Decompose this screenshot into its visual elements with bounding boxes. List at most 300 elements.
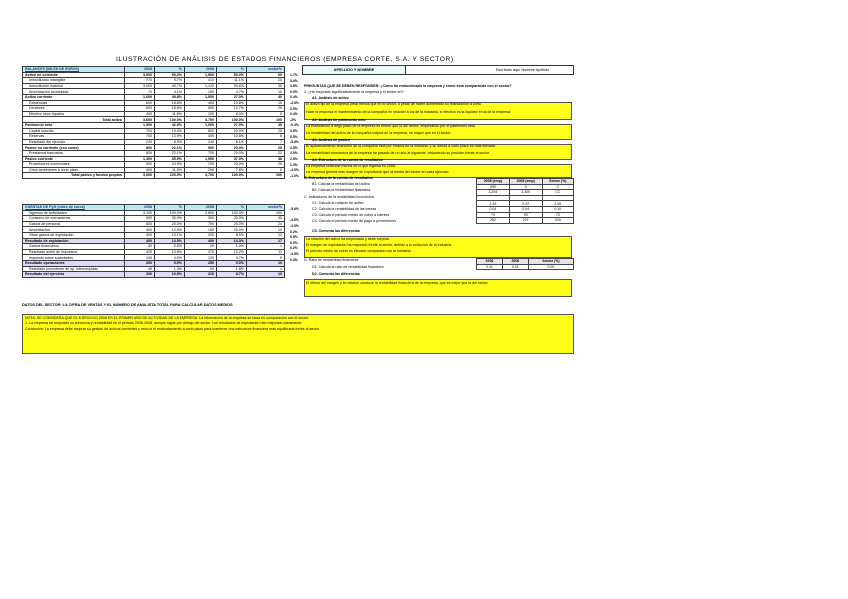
ratios-cell: 0.10 (542, 206, 573, 212)
ratios-header-row (477, 179, 574, 185)
pyg-percent: 4.0% (155, 255, 185, 261)
pyg-row-label: Gastos financieros (23, 244, 125, 250)
balance-percent: 4.7% (217, 89, 247, 95)
balance-percent: 11.6% (155, 111, 185, 117)
pyg-value: 120 (185, 255, 217, 261)
variation-value: 0.3% (290, 257, 298, 262)
pyg-sector-percent: 100 (247, 210, 285, 216)
pyg-percent: 30.0% (155, 216, 185, 222)
balance-sector-percent: 25 (247, 145, 285, 151)
balance-percent: 9.7% (155, 78, 185, 84)
variation-value: -5.8% (290, 140, 299, 145)
pyg-value: 450 (125, 238, 155, 244)
balance-sector-percent: 15 (247, 100, 285, 106)
answer-a4: La empresa consume menos de lo que ingresa en 2008. (306, 164, 396, 168)
balance-value: 1,120 (185, 83, 217, 89)
pyg-percent: 14.3% (217, 238, 247, 244)
balance-value: 1,000 (185, 122, 217, 128)
balance-row-label: Efectivo otros líquidos (23, 111, 125, 117)
pyg-percent: 8.7% (217, 272, 247, 278)
pyg-value: 300 (125, 232, 155, 238)
pyg-row-label: Ingresos de actividades (23, 210, 125, 216)
question-d2: D2. Comenta las diferencias (312, 272, 360, 276)
conclusion-line-2: 1. La empresa ha mejorado su solvencia y rentabilidad en el periodo 2008-2008, aunque sigue por debajo del sector. Los resultados de explotación han mejorado claramente. (25, 321, 303, 326)
variation-value: 0.5% (290, 235, 298, 240)
pyg-row-label: Resultado del ejercicio (23, 272, 125, 278)
balance-row-label: Inmovilizado intangible (23, 78, 125, 84)
pyg-percent: 100.0% (217, 210, 247, 216)
pyg-percent: 1.8% (217, 266, 247, 272)
pyg-value: 300 (185, 216, 217, 222)
answer-c: La rotación del activo ha empeorado y debe mejorar. (306, 237, 390, 241)
balance-value: 100 (185, 111, 217, 117)
balance-value: 3,900 (125, 72, 155, 78)
balance-value: 400 (125, 111, 155, 117)
pyg-percent: 9.0% (155, 260, 185, 266)
pyg-percent: 8.0% (217, 232, 247, 238)
balance-percent: 42.0% (155, 122, 185, 128)
variation-value: 3.5% (290, 128, 298, 133)
balance-value: 400 (125, 167, 155, 173)
ratios-header-cell: 2008 (emp) (509, 179, 542, 185)
balance-value: 230 (125, 139, 155, 145)
financial-ratio-header-cell: Sector (%) (528, 259, 573, 265)
balance-value: 3,700 (185, 117, 217, 123)
question-c1: C1. Calcula la rotación de activo (312, 201, 364, 205)
pyg-value: 400 (185, 238, 217, 244)
pyg-value: 20 (185, 244, 217, 250)
variation-value: 3.4% (290, 78, 298, 83)
balance-percent: 50.2% (155, 72, 185, 78)
pyg-percent: 25.0% (217, 221, 247, 227)
balance-sector-percent: 100 (247, 117, 285, 123)
pyg-sector-percent: 10 (247, 272, 285, 278)
ratios-cell: 2.33 (477, 201, 510, 207)
pyg-percent: 0.6% (155, 244, 185, 250)
question-c5: C5. Comenta las diferencias (312, 229, 360, 233)
pyg-row-label: Amortización (23, 227, 125, 233)
answer-a1: El activo fijo de la empresa pesa menos que en el sector, a pesar de haber aumentado su financiación a corto. (306, 102, 482, 106)
balance-row-label: Resultado del ejercicio (23, 139, 125, 145)
ratios-cell: 2.00 (542, 201, 573, 207)
variation-value: 0.4% (290, 95, 298, 100)
ratios-cell: 252 (477, 218, 510, 224)
variation-value: 3.5% (290, 151, 298, 156)
pyg-value: 700 (185, 221, 217, 227)
balance-percent: 8.9% (155, 139, 185, 145)
balance-value: 400 (185, 134, 217, 140)
pyg-header-cell: CUENTAS DE PyG (miles de euros) (23, 205, 125, 211)
balance-percent: 30.6% (217, 83, 247, 89)
balance-percent: 11.0% (155, 167, 185, 173)
ratios-row (477, 212, 574, 218)
balance-percent: 49.7% (155, 83, 185, 89)
ratios-cell: 2.47 (509, 201, 542, 207)
balance-percent: 13.7% (217, 106, 247, 112)
balance-value: 200 (185, 167, 217, 173)
balance-value: 70 (125, 89, 155, 95)
pyg-header-cell: % (155, 205, 185, 211)
variation-value: -3.5% (290, 218, 299, 223)
balance-percent: 27.0% (217, 94, 247, 100)
pyg-value: 420 (125, 249, 155, 255)
balance-sector-percent: 35 (247, 83, 285, 89)
variation-value: 0.2% (290, 246, 298, 251)
pyg-value: 130 (125, 255, 155, 261)
pyg-percent: 20.0% (217, 216, 247, 222)
ratios-cell: C (542, 184, 573, 190)
balance-percent: 4.1% (155, 89, 185, 95)
balance-table (22, 66, 285, 179)
variation-value: -3.5% (290, 224, 299, 229)
question-c2: C2. Calcula la rentabilidad de las ventas (312, 207, 377, 211)
question-b2: B2. Calcula la rentabilidad financiera (312, 188, 371, 192)
pyg-value: 900 (125, 216, 155, 222)
answer-c-2: El margen de explotación ha mejorado frente al sector, debido a la evolución de la industria. (306, 243, 453, 247)
balance-row-label: Existencias (23, 100, 125, 106)
balance-row-label: Pasivo no corriente (con coste) (23, 145, 125, 151)
variation-value: 0.5% (290, 134, 298, 139)
answer-a2: La financiación a largo plazo de la empresa es menor que la del sector, empezando por el patrimonio neto. (306, 124, 477, 128)
balance-header-cell: 2008 (185, 67, 217, 73)
balance-percent: 100.0% (217, 173, 247, 179)
balance-row-label: Capital suscrito (23, 128, 125, 134)
question-b1: B1. Calcula la rentabilidad del activo (312, 182, 370, 186)
question-c4: C4. Calcula el periodo medio de pago a proveedores (312, 219, 397, 223)
variation-value: -4.5% (290, 168, 299, 173)
pyg-row-label: Impuesto sobre sociedades (23, 255, 125, 261)
balance-sector-percent: 7 (247, 139, 285, 145)
section-a2: A2. Análisis de patrimonio neto (312, 118, 366, 122)
ratios-cell: CC (542, 190, 573, 196)
pyg-percent: 1.3% (155, 266, 185, 272)
ratios-row (477, 206, 574, 212)
balance-value: 800 (125, 145, 155, 151)
balance-value: 700 (185, 162, 217, 168)
balance-value: 700 (185, 150, 217, 156)
balance-sector-percent: 35 (247, 122, 285, 128)
pyg-value: 370 (185, 249, 217, 255)
balance-percent: 10.8% (217, 100, 247, 106)
balance-value: 600 (125, 106, 155, 112)
variation-value: 0.2% (290, 240, 298, 245)
balance-sector-percent: 38 (247, 156, 285, 162)
section-d: D. Ratio de rentabilidad financiera (304, 258, 359, 262)
ratios-cell: 3,294 (477, 190, 510, 196)
answer-a4-2: La empresa genera más margen de explotación que la media del sector en cada ejercicio. (306, 170, 450, 174)
pyg-header-cell: % (217, 205, 247, 211)
balance-percent: 18.6% (155, 100, 185, 106)
balance-value: 1,900 (185, 72, 217, 78)
balance-value: 1,000 (185, 94, 217, 100)
pyg-value: 290 (125, 260, 155, 266)
balance-sector-percent: 60 (247, 72, 285, 78)
ratios-row (477, 201, 574, 207)
ratios-cell: 73 (477, 212, 510, 218)
balance-percent: 22.1% (155, 145, 185, 151)
variation-value: -3.5% (290, 252, 299, 256)
balance-sector-percent: 100 (247, 173, 285, 179)
balance-sector-percent: 5 (247, 111, 285, 117)
pyg-row-label: Resultado antes de impuestos (23, 249, 125, 255)
balance-value: 770 (125, 78, 155, 84)
pyg-percent: 20.0% (217, 227, 247, 233)
pyg-sector-percent: 10 (247, 227, 285, 233)
balance-row-label: Préstamos bancarios (23, 150, 125, 156)
question-c3: C3. Calcula el periodo medio de cobro a clientes (312, 213, 390, 217)
balance-header-cell: BALANCES (MILES DE EUROS) (23, 67, 125, 73)
ratios-cell: 0.04 (509, 206, 542, 212)
variation-value: 0.2% (290, 229, 298, 234)
pyg-sector-percent: 11 (247, 249, 285, 255)
pyg-sector-percent: 24 (247, 221, 285, 227)
balance-sector-percent: 40 (247, 94, 285, 100)
pyg-sector-percent: 5 (247, 255, 285, 261)
balance-percent: 7.8% (217, 167, 247, 173)
balance-value: 1,500 (125, 122, 155, 128)
pyg-table (22, 204, 285, 278)
ratios-row (477, 184, 574, 190)
balance-header-cell: 2008 (125, 67, 155, 73)
pyg-percent: 14.5% (155, 238, 185, 244)
balance-percent: 100.0% (155, 173, 185, 179)
balance-value: 1,900 (185, 156, 217, 162)
balance-percent: 27.0% (217, 122, 247, 128)
balance-row-label: Total pasivo y fondos propios (23, 173, 125, 179)
balance-sector-percent: 20 (247, 78, 285, 84)
balance-percent: 50.0% (217, 72, 247, 78)
variation-value: 0.4% (290, 112, 298, 117)
pyg-sector-percent: 1 (247, 266, 285, 272)
variation-value: -2% (290, 117, 297, 122)
pyg-row-label: Otros gastos de explotación (23, 232, 125, 238)
balance-percent: 49.8% (155, 94, 185, 100)
variation-value: 0.0% (290, 89, 298, 94)
balance-value: 1,300 (125, 156, 155, 162)
variation-value: -5.6% (290, 207, 299, 212)
variation-value: 0.5% (290, 106, 298, 111)
section-a3: A3. Análisis de pasivo (312, 138, 350, 142)
balance-value: 400 (185, 100, 217, 106)
balance-sector-percent: 8 (247, 134, 285, 140)
balance-sector-percent: 25 (247, 128, 285, 134)
ratios-row (477, 190, 574, 196)
pyg-value: 40 (125, 266, 155, 272)
balance-value: 500 (185, 106, 217, 112)
pyg-value: 210 (185, 272, 217, 278)
pyg-value: 2,800 (185, 210, 217, 216)
ratios-table (476, 178, 574, 224)
variation-value: -0.4% (290, 123, 299, 128)
pyg-percent: 13.2% (217, 249, 247, 255)
balance-percent: 8.0% (217, 111, 247, 117)
balance-row-label: Total activo (23, 117, 125, 123)
question-d1: D1. Calcula la ratio de rentabilidad financiera (312, 265, 384, 269)
balance-percent: 20.0% (217, 150, 247, 156)
pyg-value: 250 (185, 260, 217, 266)
pyg-header-cell: 2008 (185, 205, 217, 211)
balance-percent: 19.4% (155, 128, 185, 134)
sector-note: DATOS DEL SECTOR: LA CIFRA DE VENTAS Y EL NÚMERO DE ANALISTA TOTAL PARA CALCULAR DATOS MEDIOS (22, 303, 233, 307)
balance-value: 150 (185, 89, 217, 95)
variation-column (290, 73, 304, 263)
answer-a2-2: La rentabilidad del activo de la compañía mejora en la empresa, es mayor que en el sector. (306, 131, 452, 135)
financial-ratio-cell: 0.01 (502, 264, 528, 270)
financial-ratio-cell: 0.00 (528, 264, 573, 270)
balance-row-label: Otros acreedores a corto plazo (23, 167, 125, 173)
balance-value: 3,700 (185, 173, 217, 179)
pyg-header-cell: sector% (247, 205, 285, 211)
section-b: B. Estructura de la cuenta de resultados (304, 176, 373, 180)
ratios-cell: 3 (509, 184, 542, 190)
ratios-cell: 3,300 (509, 190, 542, 196)
balance-header-cell: % (155, 67, 185, 73)
pyg-row (23, 272, 285, 278)
variation-value: 2.5% (290, 156, 298, 161)
pyg-sector-percent: 12 (247, 232, 285, 238)
financial-ratio-header-cell: 2008 (502, 259, 528, 265)
balance-row-label: Pasivo corriente (23, 156, 125, 162)
balance-row-label: Activo no corriente (23, 72, 125, 78)
section-c: C. Indicadores de la rentabilidad económica (304, 195, 374, 199)
balance-row-label: Reservas (23, 134, 125, 140)
pyg-sector-percent: 35 (247, 216, 285, 222)
pyg-percent: 13.5% (155, 249, 185, 255)
financial-ratio-cell: 0.01 (477, 264, 503, 270)
ratios-cell: 207 (509, 218, 542, 224)
pyg-sector-percent: 17 (247, 238, 285, 244)
pyg-sector-percent: 1 (247, 244, 285, 250)
pyg-row-label: Consumo de mercaderías (23, 216, 125, 222)
balance-row-label: Activo corriente (23, 94, 125, 100)
conclusion-line-3: Conclusión: La empresa debe mejorar su gestión de activos corrientes y reducir el endeudamiento a corto plazo para mantener una estructura financiera más equilibrada frente al sector. (25, 326, 321, 331)
variation-value: -3.5% (290, 100, 299, 105)
section-a4: A4. Estructura de la cuenta de resultados (312, 158, 383, 162)
balance-row-label: Deudores (23, 106, 125, 112)
balance-percent: 24.9% (155, 162, 185, 168)
balance-percent: 22.1% (155, 150, 185, 156)
main-question: PREGUNTAS QUE SE DEBEN RESPONDER: ¿Cómo ha evolucionado la empresa y cómo está comparando con el sector? (304, 84, 512, 88)
balance-value: 3,600 (125, 173, 155, 179)
ratios-cell: 0.04 (477, 206, 510, 212)
balance-sector-percent: 25 (247, 162, 285, 168)
balance-row-label: Patrimonio neto (23, 122, 125, 128)
balance-percent: 100.0% (217, 117, 247, 123)
balance-value: 900 (185, 145, 217, 151)
pyg-header-cell: 2008 (125, 205, 155, 211)
balance-value: 3,600 (125, 117, 155, 123)
pyg-percent: 10.1% (155, 232, 185, 238)
pyg-sector-percent: 10 (247, 260, 285, 266)
balance-row (23, 173, 285, 179)
balance-percent: 37.0% (217, 156, 247, 162)
ratios-cell: 93 (509, 212, 542, 218)
pyg-percent: 9.0% (217, 260, 247, 266)
financial-ratio-table (476, 258, 574, 270)
variation-value: -1.0% (290, 173, 299, 178)
balance-percent: 100.0% (155, 117, 185, 123)
pyg-value: 150 (185, 227, 217, 233)
name-input[interactable]: Escríbalo aquí Nombre Apellido (496, 68, 550, 72)
balance-percent: 20.0% (217, 128, 247, 134)
balance-value: 800 (185, 128, 217, 134)
pyg-percent: 3.7% (217, 255, 247, 261)
pyg-percent: 12.9% (155, 227, 185, 233)
balance-row-label: Inmovilizado material (23, 83, 125, 89)
balance-row-label: Proveedores comerciales (23, 162, 125, 168)
balance-percent: 35.9% (155, 156, 185, 162)
pyg-value: 400 (125, 227, 155, 233)
balance-sector-percent: 22 (247, 150, 285, 156)
ratios-cell: 244 (542, 218, 573, 224)
pyg-row-label: Gastos de personal (23, 221, 125, 227)
balance-percent: 20.0% (217, 145, 247, 151)
section-a1: A1. Análisis de activo (312, 96, 349, 100)
answer-a3-2: La rentabilidad económica de la empresa ha pasado de un año al siguiente, reduciendo su posición frente al sector. (306, 151, 491, 155)
balance-value: 240 (185, 139, 217, 145)
ratios-cell: 290 (477, 184, 510, 190)
pyg-percent: 100.0% (155, 210, 185, 216)
balance-percent: 18.6% (155, 106, 185, 112)
conclusion-box[interactable] (22, 314, 574, 354)
answer-d: El efecto del margen y la rotación conduce la rentabilidad financiera de la empresa, que es mejor que la del sector. (306, 281, 489, 285)
pyg-value: 3,100 (125, 210, 155, 216)
pyg-value: 330 (125, 272, 155, 278)
pyg-row-label: Resultado de explotación (23, 238, 125, 244)
page-title: ILUSTRACIÓN DE ANÁLISIS DE ESTADOS FINANCIEROS (EMPRESA CORTE, S.A. Y SECTOR) (116, 56, 454, 63)
pyg-value: 50 (185, 266, 217, 272)
ratios-row (477, 218, 574, 224)
financial-ratio-row (477, 264, 574, 270)
balance-percent: 6.1% (217, 139, 247, 145)
balance-sector-percent: 6 (247, 167, 285, 173)
balance-value: 900 (125, 162, 155, 168)
balance-value: 700 (125, 134, 155, 140)
pyg-percent: 25.0% (155, 221, 185, 227)
balance-value: 1,600 (125, 94, 155, 100)
ratios-header-cell: 2008 (emp) (477, 179, 510, 185)
balance-value: 410 (185, 78, 217, 84)
balance-value: 600 (125, 100, 155, 106)
ratios-header-cell: Sector (%) (542, 179, 573, 185)
variation-value: 3.8% (290, 84, 298, 89)
pyg-value: 200 (185, 232, 217, 238)
answer-a3: El apalancamiento financiero de la compañía está por encima de la industria, y su deuda a corto plazo es más elevada. (306, 144, 496, 148)
name-box (302, 65, 574, 75)
pyg-value: 600 (125, 221, 155, 227)
pyg-percent: 10.5% (155, 272, 185, 278)
variation-value: 1.7% (290, 73, 298, 77)
balance-header-cell: % (217, 67, 247, 73)
pyg-row-label: Resultado procedente de op. interrumpidas (23, 266, 125, 272)
balance-percent: 10.8% (217, 134, 247, 140)
balance-header-cell: sector% (247, 67, 285, 73)
name-label: APELLIDO Y NOMBRE (303, 66, 406, 74)
answer-a1-2: Hace la empresa el mantenimiento de la compañía en relación a los de la industria, el efectivo es la liquidez en la de la empresa. (306, 110, 512, 114)
conclusion-line-1: NOTA: SE CONSIDERA QUE EL EJERCICIO 2008 ES EL PRIMER AÑO DE ACTIVIDAD DE LA EMPRESA. La información de la empresa se basa en comparación con el sector. (25, 316, 309, 320)
pyg-percent: 1.0% (217, 244, 247, 250)
balance-value: 3,000 (125, 83, 155, 89)
ratios-cell: 73 (542, 212, 573, 218)
balance-sector-percent: 20 (247, 106, 285, 112)
balance-percent: 13.9% (155, 134, 185, 140)
balance-percent: 11.1% (217, 78, 247, 84)
balance-value: 800 (125, 150, 155, 156)
question-1: 1. ¿Ha mejorado significativamente la empresa y el sector en? (304, 90, 404, 94)
pyg-row-label: Resultado operaciones (23, 260, 125, 266)
balance-row-label: Amortización acumulada (23, 89, 125, 95)
balance-sector-percent: 10 (247, 89, 285, 95)
